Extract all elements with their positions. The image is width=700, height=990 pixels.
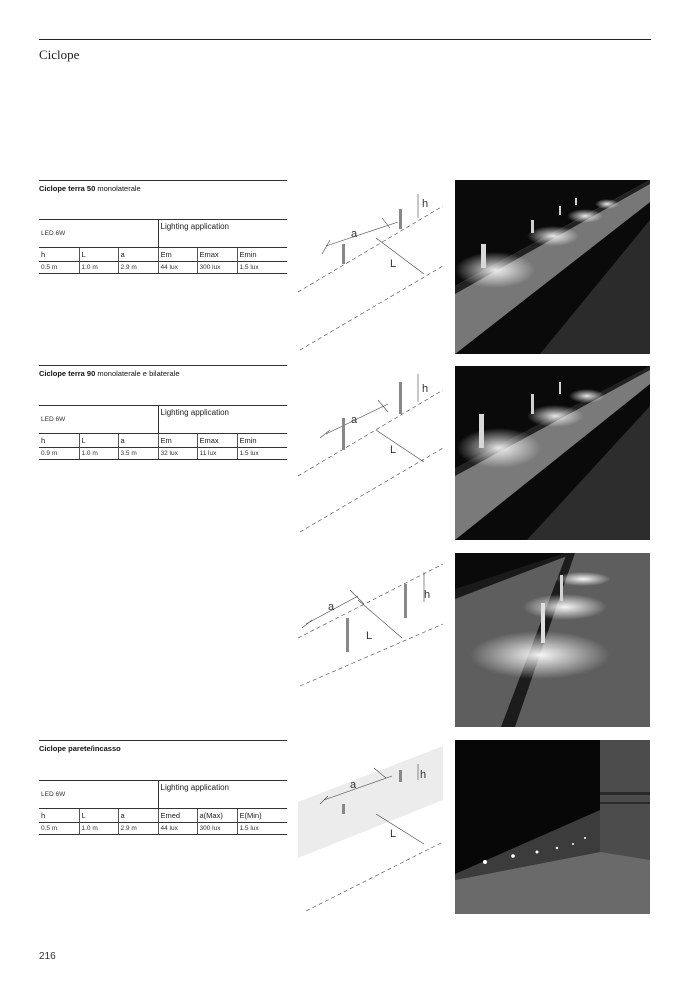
header-cell: E(Min) (237, 809, 287, 823)
height-label: h (424, 589, 431, 601)
rendering-photo-2 (455, 366, 650, 540)
wall-light-icon (556, 847, 558, 849)
lamp-label: LED 6W (39, 220, 158, 248)
section-rule (39, 740, 287, 741)
bollard-icon (399, 209, 402, 229)
section-rule (39, 365, 287, 366)
bollard-icon (575, 198, 577, 205)
bollard-icon (404, 584, 407, 618)
top-rule (39, 39, 651, 40)
bollard-icon (559, 382, 561, 394)
value-cell: 0.9 m (39, 448, 79, 460)
height-label: h (422, 198, 429, 210)
value-cell: 11 lux (197, 448, 237, 460)
rendering-photo-4 (455, 740, 650, 914)
bollard-icon (531, 220, 534, 233)
page-number: 216 (39, 951, 56, 962)
installation-diagram-1 (298, 182, 444, 352)
section-terra-50 (39, 180, 287, 271)
value-cell: 2.9 m (118, 262, 158, 274)
bollard-icon (541, 603, 545, 643)
application-label: Lighting application (158, 781, 287, 809)
value-cell: 32 lux (158, 448, 197, 460)
value-cell: 44 lux (158, 262, 197, 274)
value-cell: 1.5 lux (237, 262, 287, 274)
header-cell: Em (158, 248, 197, 262)
page-title: Ciclope (39, 47, 80, 62)
bollard-icon (342, 418, 345, 450)
spec-table (39, 780, 287, 835)
spacing-label: a (328, 601, 335, 613)
bollard-icon (560, 575, 563, 601)
width-label: L (390, 828, 397, 840)
section-rule (39, 180, 287, 181)
section-title: Ciclope terra 50 monolaterale (39, 184, 141, 193)
bollard-icon (481, 244, 486, 268)
value-cell: 1.0 m (79, 823, 118, 835)
height-label: h (420, 769, 427, 781)
header-cell: h (39, 434, 79, 448)
value-cell: 3.5 m (118, 448, 158, 460)
value-cell: 300 lux (197, 823, 237, 835)
value-cell: 44 lux (158, 823, 197, 835)
header-cell: Em (158, 434, 197, 448)
value-cell: 1.5 lux (237, 823, 287, 835)
spacing-label: a (350, 779, 357, 791)
header-cell: a(Max) (197, 809, 237, 823)
wall-light-icon (584, 837, 586, 839)
header-cell: a (118, 248, 158, 262)
bollard-icon (399, 382, 402, 414)
header-cell: L (79, 434, 118, 448)
bollard-icon (479, 414, 484, 448)
spec-table (39, 219, 287, 274)
header-cell: h (39, 248, 79, 262)
section-title: Ciclope parete/incasso (39, 744, 121, 753)
value-cell: 2.9 m (118, 823, 158, 835)
wall-light-icon (511, 854, 515, 858)
bollard-icon (559, 206, 561, 215)
header-cell: Emax (197, 434, 237, 448)
header-cell: L (79, 248, 118, 262)
header-cell: Emin (237, 248, 287, 262)
application-label: Lighting application (158, 406, 287, 434)
bollard-icon (531, 394, 534, 414)
section-terra-90 (39, 365, 287, 457)
wall-light-icon (572, 843, 574, 845)
wall-light-icon (342, 804, 345, 814)
section-title: Ciclope terra 90 monolaterale e bilaterale (39, 369, 180, 378)
wall-light-icon (483, 860, 487, 864)
value-cell: 0.5 m (39, 823, 79, 835)
width-label: L (366, 630, 373, 642)
rendering-photo-3 (455, 553, 650, 727)
height-label: h (422, 383, 429, 395)
lamp-label: LED 6W (39, 781, 158, 809)
header-cell: h (39, 809, 79, 823)
header-cell: Emin (237, 434, 287, 448)
header-cell: a (118, 809, 158, 823)
installation-diagram-4 (298, 742, 444, 912)
rendering-photo-1 (455, 180, 650, 354)
value-cell: 300 lux (197, 262, 237, 274)
value-cell: 1.0 m (79, 448, 118, 460)
bollard-icon (346, 618, 349, 652)
header-cell: Emed (158, 809, 197, 823)
spec-table (39, 405, 287, 460)
value-cell: 1.5 lux (237, 448, 287, 460)
header-cell: a (118, 434, 158, 448)
spacing-label: a (351, 414, 358, 426)
width-label: L (390, 258, 397, 270)
installation-diagram-2 (298, 368, 444, 538)
installation-diagram-3 (298, 554, 444, 724)
section-parete-incasso (39, 740, 287, 832)
width-label: L (390, 444, 397, 456)
spacing-label: a (351, 228, 358, 240)
header-cell: L (79, 809, 118, 823)
wall-light-icon (536, 851, 539, 854)
header-cell: Emax (197, 248, 237, 262)
application-label: Lighting application (158, 220, 287, 248)
bollard-icon (342, 244, 345, 264)
value-cell: 0.5 m (39, 262, 79, 274)
wall-light-icon (399, 770, 402, 782)
lamp-label: LED 6W (39, 406, 158, 434)
value-cell: 1.0 m (79, 262, 118, 274)
